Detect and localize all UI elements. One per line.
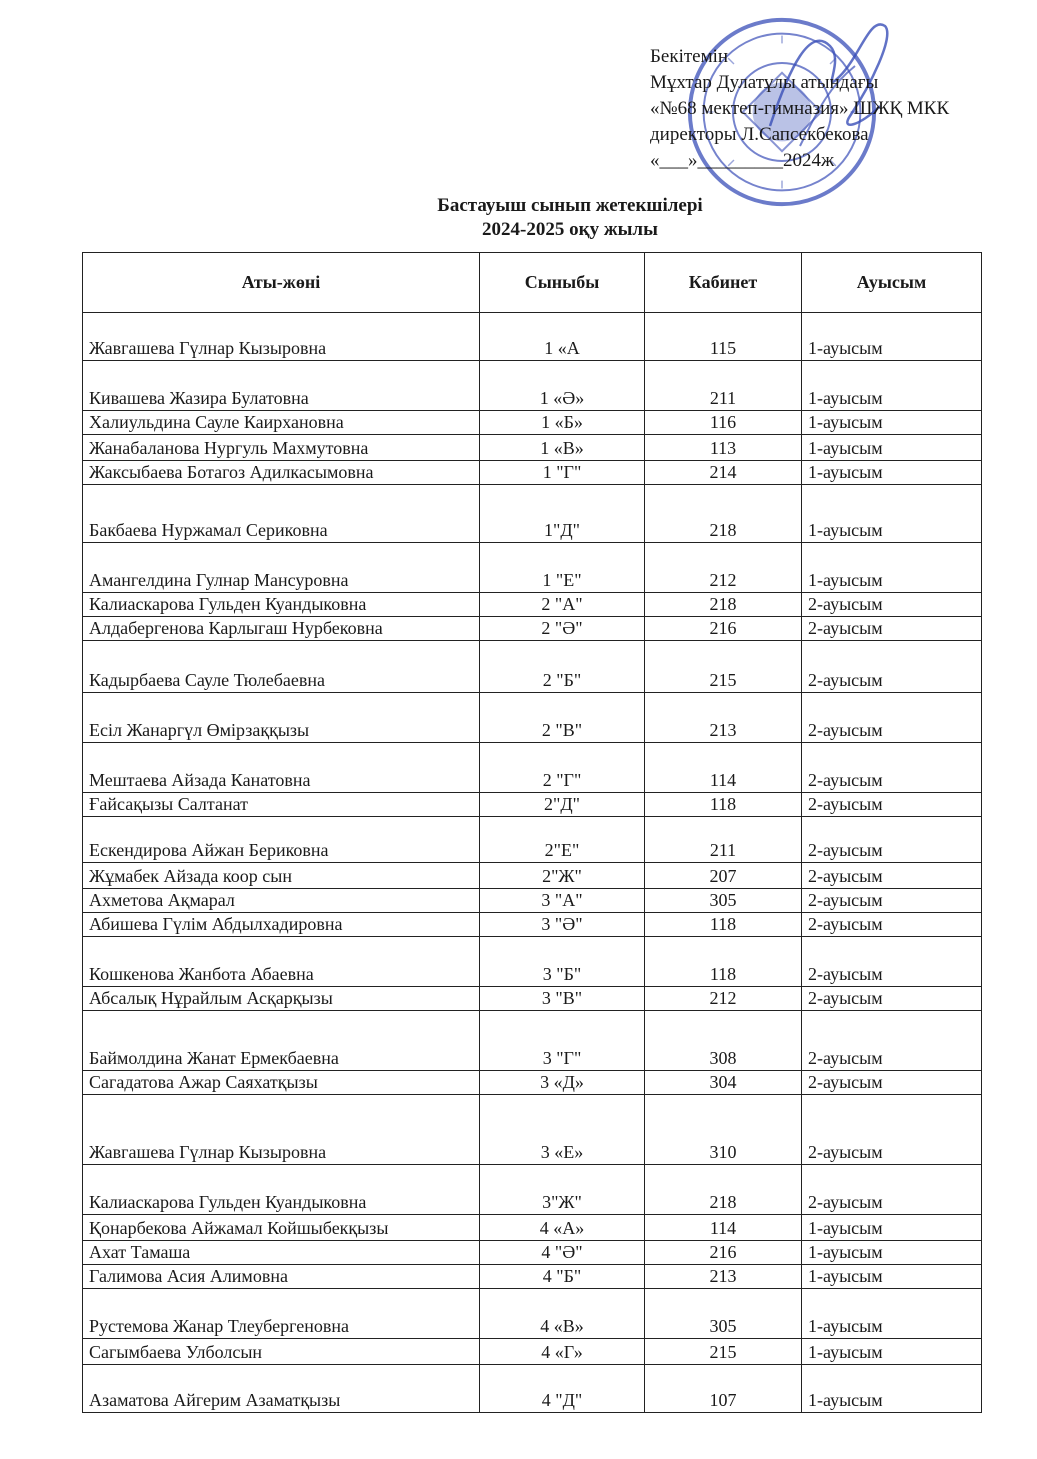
class-cell: 4 "Д": [480, 1365, 645, 1413]
room-cell: 107: [645, 1365, 802, 1413]
class-cell: 2 "Г": [480, 743, 645, 793]
shift-cell: 1-ауысым: [802, 485, 982, 543]
name-cell: Калиаскарова Гульден Куандыковна: [83, 593, 480, 617]
table-row: [83, 1241, 982, 1265]
shift-cell: 1-ауысым: [802, 543, 982, 593]
class-cell: 4 "Ә": [480, 1241, 645, 1265]
room-cell: 212: [645, 543, 802, 593]
shift-cell: 2-ауысым: [802, 863, 982, 889]
class-cell: 1"Д": [480, 485, 645, 543]
table-row: [83, 593, 982, 617]
name-cell: Алдабергенова Карлыгаш Нурбековна: [83, 617, 480, 641]
name-cell: Жавгашева Гүлнар Кызыровна: [83, 313, 480, 361]
name-cell: Калиаскарова Гульден Куандыковна: [83, 1165, 480, 1215]
class-cell: 4 «Г»: [480, 1339, 645, 1365]
name-cell: Кадырбаева Сауле Тюлебаевна: [83, 641, 480, 693]
class-cell: 2 "Б": [480, 641, 645, 693]
title-line-2: 2024-2025 оқу жылы: [482, 219, 658, 240]
table-row: [83, 411, 982, 435]
shift-cell: 2-ауысым: [802, 937, 982, 987]
name-cell: Рустемова Жанар Тлеубергеновна: [83, 1289, 480, 1339]
approval-block: [650, 44, 1010, 174]
teachers-table: [82, 252, 982, 1413]
name-cell: Ахметова Ақмарал: [83, 889, 480, 913]
table-row: [83, 1265, 982, 1289]
header-shift: Ауысым: [802, 253, 982, 313]
name-cell: Қонарбекова Айжамал Койшыбекқызы: [83, 1215, 480, 1241]
header-name: Аты-жөні: [83, 253, 480, 313]
room-cell: 216: [645, 617, 802, 641]
table-row: [83, 641, 982, 693]
document-title: [300, 194, 840, 242]
name-cell: Сагымбаева Улболсын: [83, 1339, 480, 1365]
name-cell: Кошкенова Жанбота Абаевна: [83, 937, 480, 987]
table-row: [83, 543, 982, 593]
room-cell: 216: [645, 1241, 802, 1265]
approval-date-line: «___»_________2024ж: [650, 150, 835, 171]
shift-cell: 2-ауысым: [802, 641, 982, 693]
room-cell: 211: [645, 361, 802, 411]
room-cell: 308: [645, 1011, 802, 1071]
shift-cell: 1-ауысым: [802, 435, 982, 461]
shift-cell: 1-ауысым: [802, 1215, 982, 1241]
table-row: [83, 313, 982, 361]
table-row: [83, 1095, 982, 1165]
table-row: [83, 889, 982, 913]
table-row: [83, 485, 982, 543]
name-cell: Сагадатова Ажар Саяхатқызы: [83, 1071, 480, 1095]
table-row: [83, 1215, 982, 1241]
table-row: [83, 987, 982, 1011]
class-cell: 2"Ж": [480, 863, 645, 889]
class-cell: 4 «В»: [480, 1289, 645, 1339]
table-row: [83, 1011, 982, 1071]
table-row: [83, 435, 982, 461]
header-room: Кабинет: [645, 253, 802, 313]
table-header-row: [83, 253, 982, 313]
table-row: [83, 361, 982, 411]
table-row: [83, 1071, 982, 1095]
room-cell: 118: [645, 793, 802, 817]
name-cell: Жавгашева Гүлнар Кызыровна: [83, 1095, 480, 1165]
shift-cell: 2-ауысым: [802, 793, 982, 817]
room-cell: 218: [645, 1165, 802, 1215]
name-cell: Бакбаева Нуржамал Сериковна: [83, 485, 480, 543]
class-cell: 2"Д": [480, 793, 645, 817]
table-row: [83, 817, 982, 863]
room-cell: 207: [645, 863, 802, 889]
class-cell: 1 "Е": [480, 543, 645, 593]
table-row: [83, 693, 982, 743]
table-row: [83, 1339, 982, 1365]
name-cell: Абсалық Нұрайлым Асқарқызы: [83, 987, 480, 1011]
table-row: [83, 617, 982, 641]
class-cell: 4 «А»: [480, 1215, 645, 1241]
table-row: [83, 863, 982, 889]
table-row: [83, 1165, 982, 1215]
room-cell: 305: [645, 1289, 802, 1339]
table-row: [83, 1365, 982, 1413]
table-row: [83, 1289, 982, 1339]
name-cell: Кивашева Жазира Булатовна: [83, 361, 480, 411]
class-cell: 3 "Ә": [480, 913, 645, 937]
room-cell: 305: [645, 889, 802, 913]
shift-cell: 1-ауысым: [802, 1339, 982, 1365]
shift-cell: 2-ауысым: [802, 693, 982, 743]
class-cell: 1 «Ә»: [480, 361, 645, 411]
name-cell: Мештаева Айзада Канатовна: [83, 743, 480, 793]
shift-cell: 2-ауысым: [802, 913, 982, 937]
approval-line-3: «№68 мектеп-гимназия» ШЖҚ МКК: [650, 98, 950, 119]
table-row: [83, 743, 982, 793]
shift-cell: 1-ауысым: [802, 1365, 982, 1413]
room-cell: 114: [645, 1215, 802, 1241]
name-cell: Жаксыбаева Ботагоз Адилкасымовна: [83, 461, 480, 485]
approval-line-2: Мұхтар Дулатұлы атындағы: [650, 72, 879, 93]
class-cell: 1 «В»: [480, 435, 645, 461]
table-row: [83, 913, 982, 937]
shift-cell: 2-ауысым: [802, 1011, 982, 1071]
room-cell: 212: [645, 987, 802, 1011]
room-cell: 113: [645, 435, 802, 461]
shift-cell: 1-ауысым: [802, 361, 982, 411]
approval-line-1: Бекітемін: [650, 46, 729, 67]
shift-cell: 2-ауысым: [802, 743, 982, 793]
room-cell: 218: [645, 593, 802, 617]
shift-cell: 1-ауысым: [802, 461, 982, 485]
name-cell: Галимова Асия Алимовна: [83, 1265, 480, 1289]
name-cell: Ғайсақызы Салтанат: [83, 793, 480, 817]
class-cell: 3 "А": [480, 889, 645, 913]
room-cell: 218: [645, 485, 802, 543]
shift-cell: 2-ауысым: [802, 889, 982, 913]
table-row: [83, 937, 982, 987]
name-cell: Жанабаланова Нургуль Махмутовна: [83, 435, 480, 461]
room-cell: 213: [645, 693, 802, 743]
class-cell: 2 "Ә": [480, 617, 645, 641]
shift-cell: 2-ауысым: [802, 1071, 982, 1095]
name-cell: Есіл Жанаргүл Өмірзаққызы: [83, 693, 480, 743]
shift-cell: 2-ауысым: [802, 987, 982, 1011]
shift-cell: 1-ауысым: [802, 1265, 982, 1289]
room-cell: 215: [645, 641, 802, 693]
class-cell: 3 "В": [480, 987, 645, 1011]
class-cell: 3 «Е»: [480, 1095, 645, 1165]
room-cell: 214: [645, 461, 802, 485]
table-row: [83, 461, 982, 485]
class-cell: 1 "Г": [480, 461, 645, 485]
class-cell: 3 "Б": [480, 937, 645, 987]
room-cell: 118: [645, 913, 802, 937]
shift-cell: 2-ауысым: [802, 1095, 982, 1165]
shift-cell: 2-ауысым: [802, 593, 982, 617]
name-cell: Халиульдина Сауле Каирхановна: [83, 411, 480, 435]
class-cell: 2 "А": [480, 593, 645, 617]
class-cell: 1 «Б»: [480, 411, 645, 435]
shift-cell: 1-ауысым: [802, 411, 982, 435]
class-cell: 3 «Д»: [480, 1071, 645, 1095]
room-cell: 215: [645, 1339, 802, 1365]
name-cell: Ескендирова Айжан Бериковна: [83, 817, 480, 863]
name-cell: Азаматова Айгерим Азаматқызы: [83, 1365, 480, 1413]
title-line-1: Бастауыш сынып жетекшілері: [437, 195, 703, 216]
room-cell: 211: [645, 817, 802, 863]
name-cell: Ахат Тамаша: [83, 1241, 480, 1265]
shift-cell: 2-ауысым: [802, 1165, 982, 1215]
shift-cell: 1-ауысым: [802, 313, 982, 361]
name-cell: Амангелдина Гулнар Мансуровна: [83, 543, 480, 593]
room-cell: 114: [645, 743, 802, 793]
room-cell: 304: [645, 1071, 802, 1095]
approval-line-4: директоры Л.Сапсекбекова: [650, 124, 869, 145]
shift-cell: 2-ауысым: [802, 617, 982, 641]
room-cell: 116: [645, 411, 802, 435]
class-cell: 3 "Г": [480, 1011, 645, 1071]
name-cell: Баймолдина Жанат Ермекбаевна: [83, 1011, 480, 1071]
class-cell: 4 "Б": [480, 1265, 645, 1289]
shift-cell: 1-ауысым: [802, 1289, 982, 1339]
room-cell: 118: [645, 937, 802, 987]
shift-cell: 1-ауысым: [802, 1241, 982, 1265]
class-cell: 2"Е": [480, 817, 645, 863]
header-class: Сыныбы: [480, 253, 645, 313]
name-cell: Жұмабек Айзада коор сын: [83, 863, 480, 889]
room-cell: 213: [645, 1265, 802, 1289]
class-cell: 1 «А: [480, 313, 645, 361]
room-cell: 115: [645, 313, 802, 361]
class-cell: 3"Ж": [480, 1165, 645, 1215]
room-cell: 310: [645, 1095, 802, 1165]
shift-cell: 2-ауысым: [802, 817, 982, 863]
table-row: [83, 793, 982, 817]
name-cell: Абишева Гүлім Абдылхадировна: [83, 913, 480, 937]
table-body: [83, 313, 982, 1413]
class-cell: 2 "В": [480, 693, 645, 743]
